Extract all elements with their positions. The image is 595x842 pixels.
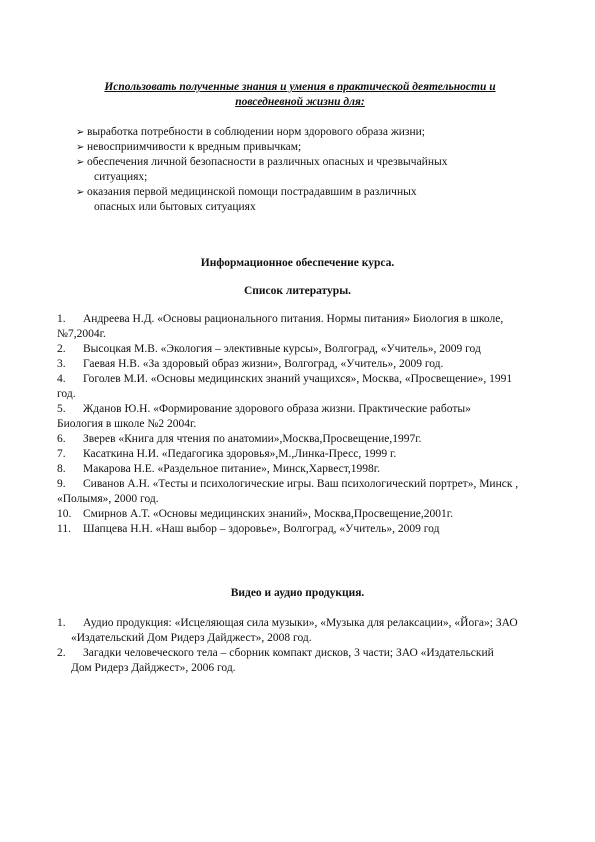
item-text-continuation: №7,2004г. [57, 328, 106, 340]
literature-list [57, 312, 537, 537]
item-number: 6. [57, 433, 66, 445]
literature-item [57, 342, 537, 357]
item-number: 5. [57, 403, 66, 415]
item-text: Гаевая Н.В. «За здоровый образ жизни», Волгоград, «Учитель», 2009 год. [83, 358, 444, 370]
arrow-bullet-icon: ➢ [76, 157, 85, 168]
item-number: 2. [57, 647, 66, 659]
intro-line-2: повседневной жизни для: [235, 96, 365, 108]
literature-item [57, 477, 537, 507]
av-item [57, 616, 537, 646]
item-text-continuation: Биология в школе №2 2004г. [57, 418, 197, 430]
info-heading: Информационное обеспечение курса. [200, 257, 395, 269]
item-text-continuation: Дом Ридерз Дайджест», 2006 год. [71, 662, 236, 674]
item-text: Смирнов А.Т. «Основы медицинских знаний», Москва,Просвещение,2001г. [83, 508, 454, 520]
literature-heading: Список литературы. [243, 285, 352, 297]
item-text: Загадки человеческого тела – сборник компакт дисков, 3 части; ЗАО «Издательский [83, 647, 494, 659]
goal-text: обеспечения личной безопасности в различных опасных и чрезвычайных [87, 156, 448, 168]
goal-text-continuation: ситуациях; [94, 171, 148, 183]
literature-item [57, 522, 537, 537]
item-text: Андреева Н.Д. «Основы рационального питания. Нормы питания» Биология в школе, [83, 313, 504, 325]
goal-item [76, 155, 516, 185]
av-item [57, 646, 537, 676]
item-text: Жданов Ю.Н. «Формирование здорового образа жизни. Практические работы» [83, 403, 471, 415]
literature-item [57, 447, 537, 462]
item-number: 7. [57, 448, 66, 460]
literature-item [57, 507, 537, 522]
item-text-continuation: год. [57, 388, 76, 400]
intro-heading [80, 80, 520, 110]
intro-line-1: Использовать полученные знания и умения в практической деятельности и [104, 81, 496, 93]
arrow-bullet-icon: ➢ [76, 127, 85, 138]
goal-item [76, 140, 516, 155]
goals-list [76, 125, 516, 215]
goal-text-continuation: опасных или бытовых ситуациях [94, 201, 256, 213]
item-text-continuation: «Издательский Дом Ридерз Дайджест», 2008 год. [71, 632, 312, 644]
item-text: Касаткина Н.И. «Педагогика здоровья»,М.,Линка-Пресс, 1999 г. [83, 448, 397, 460]
item-text: Гоголев М.И. «Основы медицинских знаний учащихся», Москва, «Просвещение», 1991 [83, 373, 513, 385]
literature-item [57, 402, 537, 432]
literature-item [57, 372, 537, 402]
literature-item [57, 312, 537, 342]
item-text: Макарова Н.Е. «Раздельное питание», Минск,Харвест,1998г. [83, 463, 381, 475]
av-list [57, 616, 537, 676]
item-text-continuation: «Полымя», 2000 год. [57, 493, 159, 505]
item-number: 3. [57, 358, 66, 370]
arrow-bullet-icon: ➢ [76, 142, 85, 153]
item-number: 2. [57, 343, 66, 355]
item-number: 11. [57, 523, 71, 535]
item-number: 8. [57, 463, 66, 475]
goal-item [76, 125, 516, 140]
item-text: Зверев «Книга для чтения по анатомии»,Москва,Просвещение,1997г. [83, 433, 422, 445]
literature-item [57, 462, 537, 477]
item-text: Сиванов А.Н. «Тесты и психологические игры. Ваш психологический портрет», Минск , [83, 478, 519, 490]
literature-item [57, 432, 537, 447]
item-number: 1. [57, 313, 66, 325]
av-heading: Видео и аудио продукция. [230, 587, 365, 599]
item-number: 4. [57, 373, 66, 385]
item-text: Аудио продукция: «Исцеляющая сила музыки», «Музыка для релаксации», «Йога»; ЗАО [83, 617, 518, 629]
goal-text: оказания первой медицинской помощи пострадавшим в различных [87, 186, 417, 198]
item-number: 1. [57, 617, 66, 629]
item-text: Шапцева Н.Н. «Наш выбор – здоровье», Волгоград, «Учитель», 2009 год [83, 523, 440, 535]
item-text: Высоцкая М.В. «Экология – элективные курсы», Волгоград, «Учитель», 2009 год [83, 343, 481, 355]
goal-text: невосприимчивости к вредным привычкам; [87, 141, 302, 153]
item-number: 9. [57, 478, 66, 490]
literature-item [57, 357, 537, 372]
arrow-bullet-icon: ➢ [76, 187, 85, 198]
goal-text: выработка потребности в соблюдении норм здорового образа жизни; [87, 126, 425, 138]
goal-item [76, 185, 516, 215]
item-number: 10. [57, 508, 72, 520]
